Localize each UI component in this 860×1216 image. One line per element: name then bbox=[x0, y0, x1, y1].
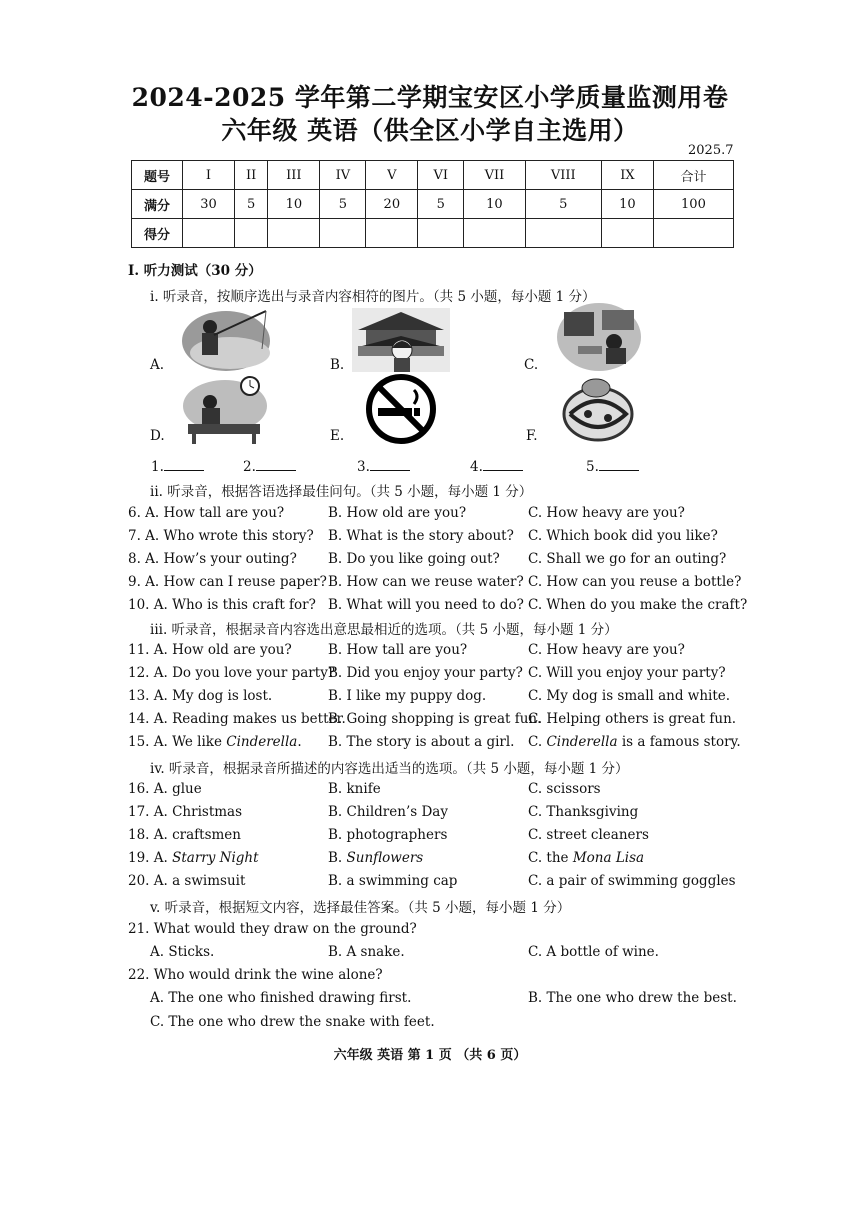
option-title: Cinderella bbox=[226, 734, 298, 750]
question-20-option-c[interactable]: C. a pair of swimming goggles bbox=[528, 873, 736, 889]
score-table-row-score bbox=[132, 219, 734, 248]
boy-cleaning-table-picture bbox=[180, 376, 270, 444]
question-9-option-a[interactable]: 9. A. How can I reuse paper? bbox=[128, 574, 327, 590]
question-10-option-c[interactable]: C. When do you make the craft? bbox=[528, 597, 748, 613]
question-22-option-b[interactable]: B. The one who drew the best. bbox=[528, 990, 737, 1006]
option-text: B. bbox=[328, 850, 347, 866]
picture-label-b: B. bbox=[330, 357, 345, 373]
girl-palace-picture bbox=[352, 308, 450, 372]
full-mark-cell: 5 bbox=[320, 190, 366, 219]
question-22-option-c[interactable]: C. The one who drew the snake with feet. bbox=[150, 1014, 435, 1030]
question-13-option-a[interactable]: 13. A. My dog is lost. bbox=[128, 688, 273, 704]
picture-label-c: C. bbox=[524, 357, 539, 373]
question-15-option-a[interactable] bbox=[128, 734, 302, 750]
question-19-option-b[interactable] bbox=[328, 850, 423, 866]
column-header: VI bbox=[418, 161, 464, 190]
answer-blank-3[interactable] bbox=[357, 458, 410, 475]
part-ii-instruction: ii. 听录音，根据答语选择最佳问句。（共 5 小题，每小题 1 分） bbox=[150, 484, 533, 500]
option-text: is a famous story. bbox=[617, 734, 741, 750]
question-14-option-b[interactable]: B. Going shopping is great fun. bbox=[328, 711, 542, 727]
question-12-option-b[interactable]: B. Did you enjoy your party? bbox=[328, 665, 523, 681]
score-cell[interactable] bbox=[601, 219, 653, 248]
blank-number: 4. bbox=[470, 459, 483, 475]
column-header: V bbox=[366, 161, 418, 190]
row-label: 题号 bbox=[132, 161, 183, 190]
question-15-option-b[interactable]: B. The story is about a girl. bbox=[328, 734, 515, 750]
question-13-option-b[interactable]: B. I like my puppy dog. bbox=[328, 688, 487, 704]
question-17-option-b[interactable]: B. Children’s Day bbox=[328, 804, 448, 820]
option-text: 19. A. bbox=[128, 850, 173, 866]
blank-number: 1. bbox=[151, 459, 164, 475]
score-table bbox=[131, 160, 734, 248]
row-label: 满分 bbox=[132, 190, 183, 219]
question-14-option-c[interactable]: C. Helping others is great fun. bbox=[528, 711, 737, 727]
question-8-option-a[interactable]: 8. A. How’s your outing? bbox=[128, 551, 297, 567]
question-11-option-c[interactable]: C. How heavy are you? bbox=[528, 642, 685, 658]
section-title: I. 听力测试（30 分） bbox=[128, 263, 262, 279]
question-9-option-b[interactable]: B. How can we reuse water? bbox=[328, 574, 524, 590]
picture-label-e: E. bbox=[330, 428, 345, 444]
question-21-stem: 21. What would they draw on the ground? bbox=[128, 921, 417, 937]
score-cell[interactable] bbox=[320, 219, 366, 248]
full-mark-cell: 30 bbox=[183, 190, 235, 219]
score-cell[interactable] bbox=[464, 219, 525, 248]
question-12-option-c[interactable]: C. Will you enjoy your party? bbox=[528, 665, 726, 681]
question-21-option-b[interactable]: B. A snake. bbox=[328, 944, 405, 960]
column-header: IV bbox=[320, 161, 366, 190]
part-iv-instruction: iv. 听录音，根据录音所描述的内容选出适当的选项。（共 5 小题，每小题 1 分） bbox=[150, 761, 629, 777]
question-18-option-a[interactable]: 18. A. craftsmen bbox=[128, 827, 241, 843]
question-10-option-b[interactable]: B. What will you need to do? bbox=[328, 597, 524, 613]
question-22-option-a[interactable]: A. The one who finished drawing first. bbox=[150, 990, 412, 1006]
picture-label-a: A. bbox=[150, 357, 165, 373]
question-19-option-a[interactable] bbox=[128, 850, 259, 866]
column-header: I bbox=[183, 161, 235, 190]
blank-number: 5. bbox=[586, 459, 599, 475]
question-6-option-b[interactable]: B. How old are you? bbox=[328, 505, 467, 521]
exam-date: 2025.7 bbox=[688, 143, 734, 158]
option-text: C. bbox=[528, 734, 547, 750]
fishing-man-picture bbox=[178, 305, 270, 373]
part-v-instruction: v. 听录音，根据短文内容，选择最佳答案。（共 5 小题，每小题 1 分） bbox=[150, 900, 571, 916]
question-7-option-c[interactable]: C. Which book did you like? bbox=[528, 528, 718, 544]
option-title: Starry Night bbox=[172, 850, 259, 866]
full-mark-cell: 100 bbox=[653, 190, 733, 219]
column-header: IX bbox=[601, 161, 653, 190]
no-smoking-sign bbox=[362, 374, 440, 444]
question-13-option-c[interactable]: C. My dog is small and white. bbox=[528, 688, 731, 704]
question-9-option-c[interactable]: C. How can you reuse a bottle? bbox=[528, 574, 742, 590]
question-21-option-a[interactable]: A. Sticks. bbox=[150, 944, 215, 960]
question-11-option-a[interactable]: 11. A. How old are you? bbox=[128, 642, 292, 658]
page-footer: 六年级 英语 第 1 页 （共 6 页） bbox=[333, 1048, 527, 1063]
question-17-option-c[interactable]: C. Thanksgiving bbox=[528, 804, 639, 820]
part-iii-instruction: iii. 听录音，根据录音内容选出意思最相近的选项。（共 5 小题，每小题 1 分） bbox=[150, 622, 618, 638]
score-cell[interactable] bbox=[366, 219, 418, 248]
question-8-option-c[interactable]: C. Shall we go for an outing? bbox=[528, 551, 727, 567]
option-title: Mona Lisa bbox=[572, 850, 645, 866]
question-6-option-c[interactable]: C. How heavy are you? bbox=[528, 505, 685, 521]
blank-number: 3. bbox=[357, 459, 370, 475]
score-cell[interactable] bbox=[653, 219, 733, 248]
question-8-option-b[interactable]: B. Do you like going out? bbox=[328, 551, 500, 567]
answer-blank-1[interactable] bbox=[151, 458, 204, 475]
answer-blank-5[interactable] bbox=[586, 458, 639, 475]
option-title: Sunflowers bbox=[346, 850, 424, 866]
part-i-instruction: i. 听录音，按顺序选出与录音内容相符的图片。（共 5 小题，每小题 1 分） bbox=[150, 289, 596, 305]
column-header: VII bbox=[464, 161, 525, 190]
score-cell[interactable] bbox=[183, 219, 235, 248]
full-mark-cell: 10 bbox=[268, 190, 320, 219]
answer-blank-4[interactable] bbox=[470, 458, 523, 475]
question-10-option-a[interactable]: 10. A. Who is this craft for? bbox=[128, 597, 316, 613]
answer-blank-2[interactable] bbox=[243, 458, 296, 475]
option-text: C. the bbox=[528, 850, 573, 866]
question-6-option-a[interactable]: 6. A. How tall are you? bbox=[128, 505, 285, 521]
exam-title: 2024-2025 学年第二学期宝安区小学质量监测用卷 bbox=[131, 83, 729, 112]
question-18-option-c[interactable]: C. street cleaners bbox=[528, 827, 649, 843]
picture-label-d: D. bbox=[150, 428, 165, 444]
option-text: 15. A. We like bbox=[128, 734, 227, 750]
reading-library-picture bbox=[556, 302, 642, 372]
column-header: III bbox=[268, 161, 320, 190]
row-label: 得分 bbox=[132, 219, 183, 248]
question-18-option-b[interactable]: B. photographers bbox=[328, 827, 448, 843]
question-19-option-c[interactable] bbox=[528, 850, 644, 866]
score-cell[interactable] bbox=[268, 219, 320, 248]
question-11-option-b[interactable]: B. How tall are you? bbox=[328, 642, 468, 658]
question-7-option-a[interactable]: 7. A. Who wrote this story? bbox=[128, 528, 314, 544]
question-17-option-a[interactable]: 17. A. Christmas bbox=[128, 804, 243, 820]
picture-label-f: F. bbox=[526, 428, 538, 444]
question-20-option-a[interactable]: 20. A. a swimsuit bbox=[128, 873, 246, 889]
question-14-option-a[interactable]: 14. A. Reading makes us better. bbox=[128, 711, 346, 727]
question-16-option-b[interactable]: B. knife bbox=[328, 781, 381, 797]
column-header: 合计 bbox=[653, 161, 733, 190]
question-12-option-a[interactable]: 12. A. Do you love your party? bbox=[128, 665, 336, 681]
column-header: VIII bbox=[525, 161, 601, 190]
score-cell[interactable] bbox=[525, 219, 601, 248]
question-22-stem: 22. Who would drink the wine alone? bbox=[128, 967, 383, 983]
blank-number: 2. bbox=[243, 459, 256, 475]
full-mark-cell: 5 bbox=[418, 190, 464, 219]
full-mark-cell: 5 bbox=[525, 190, 601, 219]
full-mark-cell: 20 bbox=[366, 190, 418, 219]
option-text: . bbox=[297, 734, 302, 750]
question-16-option-c[interactable]: C. scissors bbox=[528, 781, 601, 797]
question-20-option-b[interactable]: B. a swimming cap bbox=[328, 873, 458, 889]
score-table-row-full bbox=[132, 190, 734, 219]
full-mark-cell: 10 bbox=[464, 190, 525, 219]
score-table-row-number bbox=[132, 161, 734, 190]
score-cell[interactable] bbox=[418, 219, 464, 248]
question-21-option-c[interactable]: C. A bottle of wine. bbox=[528, 944, 659, 960]
question-16-option-a[interactable]: 16. A. glue bbox=[128, 781, 202, 797]
exam-subtitle: 六年级 英语（供全区小学自主选用） bbox=[221, 116, 639, 145]
question-7-option-b[interactable]: B. What is the story about? bbox=[328, 528, 514, 544]
full-mark-cell: 5 bbox=[234, 190, 267, 219]
snake-food-picture bbox=[560, 374, 636, 444]
column-header: II bbox=[234, 161, 267, 190]
full-mark-cell: 10 bbox=[601, 190, 653, 219]
option-title: Cinderella bbox=[546, 734, 618, 750]
question-15-option-c[interactable] bbox=[528, 734, 741, 750]
score-cell[interactable] bbox=[234, 219, 267, 248]
